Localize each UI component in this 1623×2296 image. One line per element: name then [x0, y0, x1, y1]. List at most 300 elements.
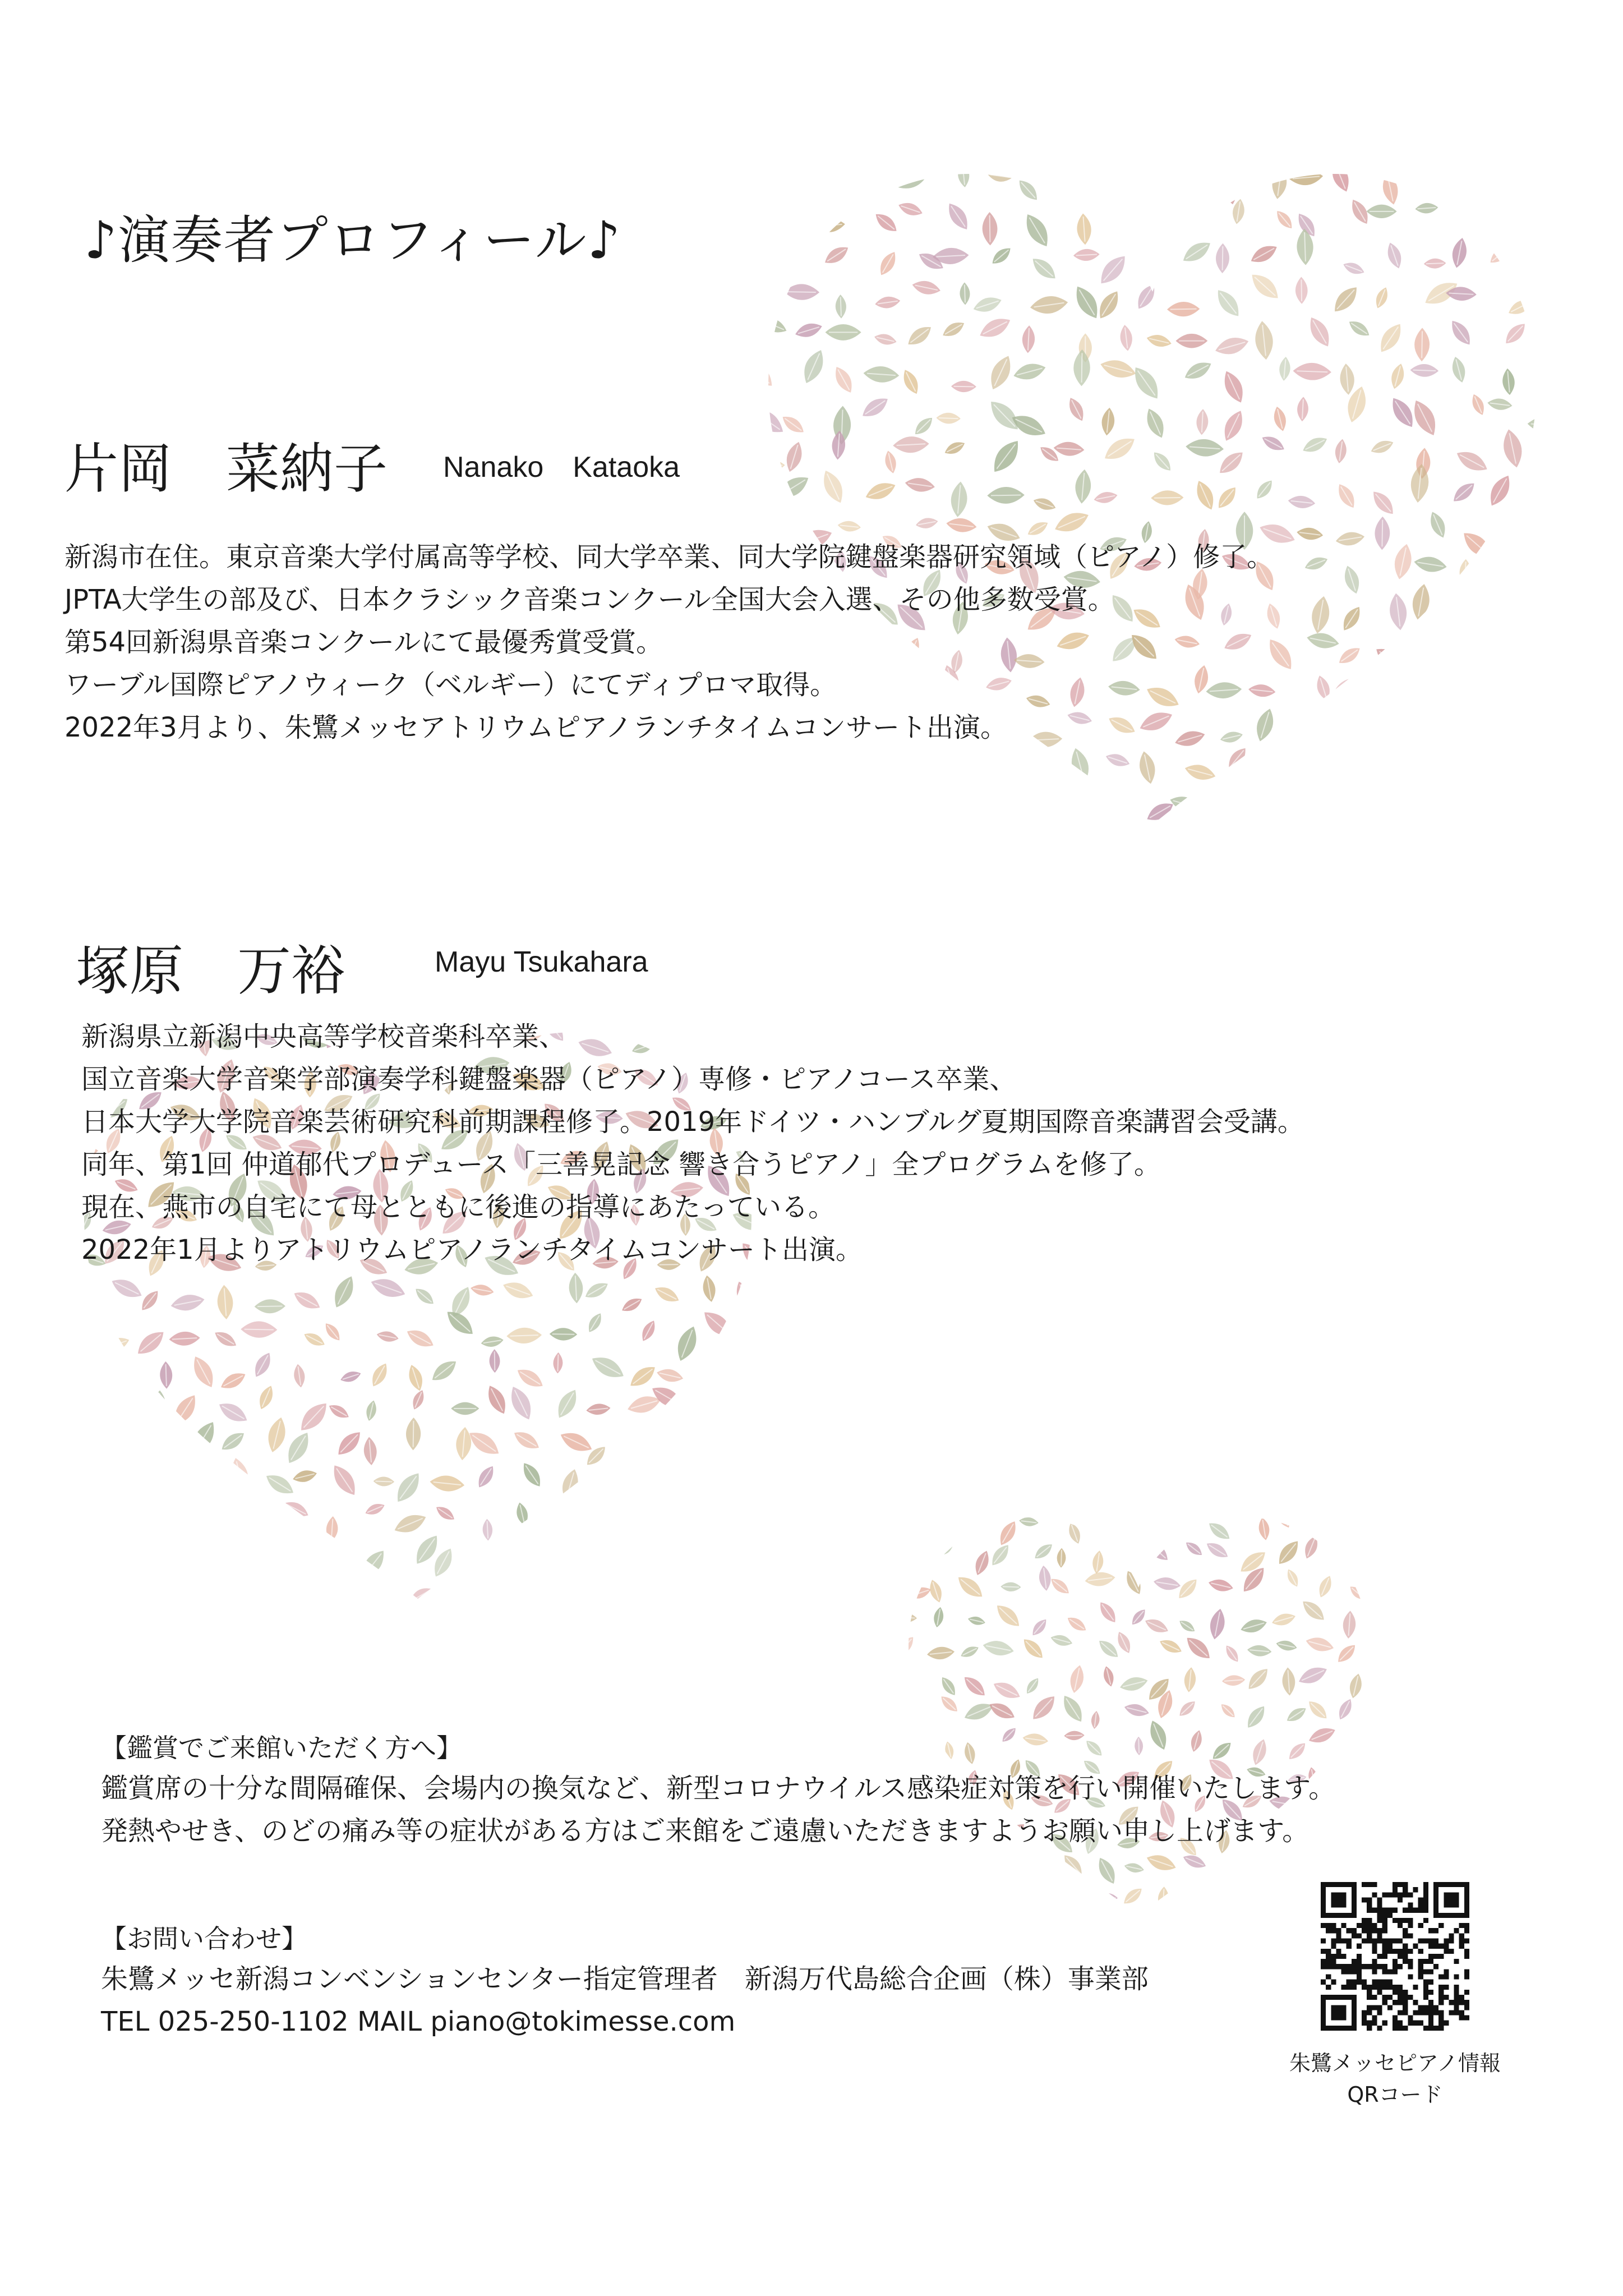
qr-module	[1362, 1897, 1367, 1902]
leaf-icon	[1180, 172, 1207, 186]
leaf-icon	[264, 1584, 283, 1610]
qr-module	[1372, 1928, 1377, 1933]
qr-module	[1423, 1918, 1428, 1923]
leaf-icon	[1528, 802, 1551, 835]
qr-module	[1464, 2005, 1469, 2010]
leaf-icon	[1399, 682, 1441, 708]
leaf-icon	[1380, 789, 1404, 830]
leaf-vein	[1468, 763, 1472, 782]
qr-module	[1398, 1892, 1403, 1897]
leaf-icon	[738, 1481, 765, 1496]
leaf-vein	[1318, 720, 1325, 747]
leaf-icon	[1541, 163, 1556, 183]
qr-module	[1336, 1949, 1341, 1954]
qr-module	[1433, 1944, 1438, 1949]
qr-module	[1408, 1949, 1413, 1954]
leaf-vein	[695, 1439, 717, 1450]
leaf-icon	[1187, 1511, 1213, 1526]
leaf-icon	[587, 1519, 610, 1533]
qr-module	[1331, 1939, 1336, 1944]
leaf-vein	[552, 1334, 575, 1335]
qr-module	[1449, 1892, 1454, 1897]
leaf-vein	[1455, 630, 1463, 658]
qr-module	[1367, 2005, 1372, 2010]
qr-module	[1382, 1980, 1387, 1985]
leaf-vein	[1426, 263, 1444, 264]
qr-module	[1444, 1939, 1449, 1944]
qr-module	[1367, 1928, 1372, 1933]
qr-module	[1464, 1954, 1469, 1959]
qr-module	[1367, 1903, 1372, 1908]
leaf-vein	[1539, 455, 1559, 457]
leaf-icon	[1274, 1509, 1293, 1530]
contact-title: 【お問い合わせ】	[101, 1924, 307, 1954]
leaf-vein	[440, 1591, 457, 1598]
qr-module	[1341, 2005, 1347, 2010]
leaf-icon	[1446, 624, 1472, 664]
leaf-icon	[185, 1545, 211, 1568]
leaf-icon	[709, 1400, 732, 1434]
qr-module	[1428, 1980, 1433, 1985]
leaf-vein	[1345, 773, 1363, 783]
qr-module	[1326, 1923, 1331, 1928]
qr-module	[1464, 1923, 1469, 1928]
leaf-vein	[707, 1559, 723, 1566]
leaf-icon	[791, 752, 815, 775]
leaf-vein	[897, 1736, 915, 1742]
leaf-vein	[1216, 1920, 1224, 1924]
qr-module	[1372, 1882, 1377, 1887]
qr-module	[1403, 1882, 1408, 1887]
qr-module	[1438, 1913, 1444, 1918]
performer-romaji-1: Nanako Kataoka	[443, 451, 680, 484]
qr-module	[1418, 2021, 1423, 2026]
leaf-icon	[82, 1292, 95, 1314]
leaf-pattern	[897, 1509, 1380, 1924]
qr-module	[1352, 2016, 1357, 2021]
leaf-vein	[1389, 794, 1394, 824]
leaf-vein	[1533, 562, 1551, 565]
performer-bio-2	[81, 1015, 1304, 1271]
leaf-vein	[1346, 1865, 1358, 1879]
qr-module	[1393, 2021, 1398, 2026]
qr-module	[1444, 1949, 1449, 1954]
leaf-icon	[1089, 1913, 1117, 1924]
leaf-icon	[780, 244, 806, 259]
leaf-vein	[749, 291, 776, 306]
leaf-icon	[756, 761, 787, 793]
qr-module	[1321, 2026, 1326, 2031]
qr-module	[1433, 2010, 1438, 2015]
qr-module	[1382, 1995, 1387, 2000]
leaf-vein	[1419, 656, 1448, 666]
leaf-icon	[818, 807, 855, 831]
qr-module	[1444, 1944, 1449, 1949]
leaf-icon	[76, 1430, 93, 1467]
qr-module	[1321, 1995, 1326, 2000]
qr-module	[1398, 1923, 1403, 1928]
leaf-icon	[1211, 1916, 1229, 1924]
leaf-icon	[652, 1576, 681, 1607]
qr-module	[1418, 1903, 1423, 1908]
qr-module	[1408, 1959, 1413, 1964]
leaf-icon	[186, 1497, 220, 1533]
qr-module	[1403, 1918, 1408, 1923]
leaf-vein	[1536, 807, 1543, 830]
qr-module	[1326, 1959, 1331, 1964]
qr-module	[1413, 2000, 1418, 2005]
leaf-icon	[187, 1585, 201, 1608]
leaf-icon	[642, 1545, 653, 1568]
qr-module	[1377, 2005, 1382, 2010]
leaf-vein	[1281, 1898, 1287, 1912]
qr-module	[1336, 1913, 1341, 1918]
leaf-icon	[1314, 1510, 1330, 1538]
qr-module	[1454, 1892, 1459, 1897]
leaf-vein	[1129, 1511, 1140, 1525]
leaf-vein	[999, 1900, 1018, 1902]
leaf-icon	[724, 1502, 757, 1521]
leaf-icon	[228, 1456, 251, 1494]
leaf-vein	[832, 761, 836, 778]
qr-module	[1372, 1892, 1377, 1897]
leaf-vein	[590, 1556, 601, 1575]
qr-module	[1341, 2016, 1347, 2021]
leaf-vein	[1026, 1900, 1041, 1912]
qr-module	[1336, 1928, 1341, 1933]
qr-module	[1393, 1990, 1398, 1995]
leaf-icon	[1372, 1764, 1380, 1782]
qr-module	[1326, 1995, 1331, 2000]
leaf-icon	[1369, 1548, 1380, 1562]
leaf-icon	[593, 1479, 624, 1505]
qr-module	[1398, 1882, 1403, 1887]
leaf-icon	[1069, 796, 1089, 826]
qr-module	[1362, 2021, 1367, 2026]
leaf-icon	[486, 1577, 510, 1604]
qr-module	[1341, 1913, 1347, 1918]
qr-module	[1367, 1985, 1372, 1990]
notice-body	[101, 1767, 1335, 1852]
leaf-vein	[1488, 163, 1510, 175]
qr-module	[1393, 2016, 1398, 2021]
leaf-vein	[1376, 1871, 1380, 1881]
leaf-icon	[552, 1539, 578, 1557]
leaf-icon	[890, 163, 932, 194]
leaf-vein	[214, 1585, 231, 1595]
qr-module	[1321, 1913, 1326, 1918]
leaf-icon	[1412, 647, 1454, 676]
qr-module	[1444, 1882, 1449, 1887]
leaf-vein	[1544, 294, 1559, 295]
leaf-icon	[654, 1477, 684, 1492]
qr-module	[1331, 2010, 1336, 2015]
leaf-vein	[291, 1553, 315, 1556]
leaf-vein	[764, 465, 783, 466]
qr-module	[1454, 1913, 1459, 1918]
qr-module	[1398, 1985, 1403, 1990]
leaf-vein	[1138, 1738, 1139, 1753]
qr-module	[1398, 1995, 1403, 2000]
qr-module	[1377, 2010, 1382, 2015]
leaf-vein	[77, 1581, 78, 1609]
leaf-icon	[1046, 1911, 1078, 1924]
leaf-icon	[1371, 1596, 1380, 1627]
qr-module	[1403, 2005, 1408, 2010]
qr-module	[1403, 2010, 1408, 2015]
leaf-vein	[659, 1582, 674, 1601]
leaf-icon	[1527, 682, 1550, 717]
bio-line: 同年、第1回 仲道郁代プロデュース「三善晃記念 響き合うピアノ」全プログラムを修了。	[81, 1149, 1161, 1180]
qr-module	[1454, 1995, 1459, 2000]
leaf-vein	[1535, 687, 1541, 713]
qr-module	[1352, 2021, 1357, 2026]
qr-module	[1438, 2000, 1444, 2005]
leaf-icon	[1374, 1706, 1380, 1731]
qr-module	[1341, 2010, 1347, 2015]
qr-code-icon[interactable]	[1321, 1882, 1469, 2031]
qr-module	[1423, 1995, 1428, 2000]
leaf-icon	[1255, 752, 1278, 763]
leaf-vein	[1421, 776, 1449, 783]
qr-module	[1454, 1903, 1459, 1908]
qr-module	[1377, 1939, 1382, 1944]
qr-module	[1382, 1985, 1387, 1990]
leaf-vein	[1538, 777, 1559, 784]
qr-module	[1418, 1897, 1423, 1902]
qr-caption-line: QRコード	[1347, 2082, 1443, 2107]
leaf-vein	[905, 1710, 910, 1728]
qr-module	[1428, 1928, 1433, 1933]
qr-module	[1423, 1985, 1428, 1990]
qr-module	[1352, 1908, 1357, 1913]
leaf-vein	[193, 1505, 212, 1525]
leaf-icon	[209, 1579, 236, 1601]
qr-module	[1433, 1939, 1438, 1944]
leaf-vein	[833, 169, 857, 172]
qr-module	[1336, 1882, 1341, 1887]
qr-module	[1464, 1892, 1469, 1897]
qr-module	[1347, 1964, 1352, 1969]
leaf-vein	[783, 250, 803, 254]
leaf-vein	[153, 1551, 178, 1559]
leaf-vein	[1531, 424, 1559, 426]
leaf-vein	[109, 1349, 118, 1373]
qr-module	[1464, 1949, 1469, 1954]
leaf-vein	[1464, 804, 1476, 818]
leaf-icon	[1530, 556, 1555, 570]
qr-module	[1433, 1913, 1438, 1918]
leaf-icon	[937, 1911, 959, 1924]
qr-module	[1347, 1939, 1352, 1944]
qr-module	[1326, 1985, 1331, 1990]
leaf-vein	[734, 1447, 760, 1448]
leaf-vein	[997, 798, 1011, 815]
qr-module	[1393, 2000, 1398, 2005]
leaf-icon	[944, 760, 971, 802]
qr-module	[1449, 2010, 1454, 2015]
leaf-icon	[113, 1406, 137, 1417]
qr-module	[1413, 1985, 1418, 1990]
qr-module	[1341, 1923, 1347, 1928]
qr-module	[1336, 1933, 1341, 1938]
qr-module	[1352, 1892, 1357, 1897]
leaf-icon	[330, 1547, 354, 1560]
qr-module	[1331, 1897, 1336, 1902]
qr-module	[1459, 2000, 1464, 2005]
qr-module	[1459, 1939, 1464, 1944]
qr-module	[1341, 1903, 1347, 1908]
leaf-icon	[1464, 201, 1495, 219]
leaf-vein	[639, 1577, 643, 1596]
leaf-icon	[1302, 801, 1324, 836]
leaf-vein	[492, 1582, 504, 1599]
leaf-vein	[930, 1874, 943, 1879]
leaf-vein	[1413, 723, 1443, 730]
leaf-icon	[815, 218, 846, 233]
qr-module	[1387, 1985, 1393, 1990]
qr-module	[1352, 1980, 1357, 1985]
leaf-vein	[900, 1895, 915, 1912]
leaf-icon	[98, 1472, 125, 1508]
leaf-icon	[911, 789, 931, 825]
qr-module	[1367, 1918, 1372, 1923]
leaf-vein	[76, 1171, 77, 1191]
leaf-icon	[112, 1585, 146, 1606]
qr-module	[1347, 1913, 1352, 1918]
leaf-vein	[81, 1550, 104, 1566]
qr-module	[1449, 1913, 1454, 1918]
leaf-vein	[188, 1484, 211, 1487]
leaf-icon	[583, 1550, 607, 1580]
qr-module	[1331, 1954, 1336, 1959]
bio-line: ワーブル国際ピアノウィーク（ベルギー）にてディプロマ取得。	[64, 669, 837, 701]
qr-module	[1372, 2005, 1377, 2010]
qr-module	[1331, 1980, 1336, 1985]
leaf-vein	[1261, 1872, 1273, 1883]
leaf-icon	[975, 1878, 992, 1910]
qr-module	[1387, 1892, 1393, 1897]
qr-module	[1403, 1908, 1408, 1913]
qr-module	[1444, 1985, 1449, 1990]
leaf-vein	[1534, 246, 1544, 263]
leaf-vein	[1377, 1599, 1380, 1623]
qr-module	[1387, 1969, 1393, 1974]
qr-module	[1367, 2021, 1372, 2026]
leaf-vein	[1470, 609, 1480, 633]
leaf-icon	[1372, 754, 1394, 784]
qr-module	[1382, 1923, 1387, 1928]
qr-module	[1423, 1939, 1428, 1944]
leaf-icon	[1326, 671, 1365, 710]
qr-module	[1336, 1897, 1341, 1902]
qr-module	[1357, 1969, 1362, 1974]
leaf-vein	[81, 1487, 104, 1498]
leaf-vein	[1361, 711, 1364, 737]
qr-module	[1413, 2010, 1418, 2015]
leaf-icon	[72, 1508, 98, 1531]
qr-module	[1413, 1944, 1418, 1949]
qr-module	[1357, 1944, 1362, 1949]
qr-module	[1408, 1995, 1413, 2000]
qr-module	[1433, 1954, 1438, 1959]
leaf-icon	[1340, 1860, 1363, 1884]
leaf-vein	[1235, 792, 1247, 811]
qr-module	[1464, 1913, 1469, 1918]
leaf-vein	[1184, 204, 1186, 228]
qr-module	[1444, 1974, 1449, 1979]
qr-module	[1438, 1882, 1444, 1887]
qr-module	[1403, 1959, 1408, 1964]
qr-module	[1321, 2000, 1326, 2005]
qr-module	[1347, 1969, 1352, 1974]
leaf-vein	[763, 768, 780, 786]
leaf-icon	[1486, 761, 1509, 795]
bio-line: 新潟県立新潟中央高等学校音楽科卒業、	[81, 1021, 566, 1052]
qr-module	[1362, 1928, 1367, 1933]
leaf-icon	[101, 1343, 127, 1378]
bio-line: 第54回新潟県音楽コンクールにて最優秀賞受賞。	[64, 627, 663, 658]
leaf-icon	[795, 784, 824, 819]
qr-module	[1362, 1985, 1367, 1990]
qr-module	[1362, 2010, 1367, 2015]
leaf-icon	[746, 357, 777, 392]
performer-romaji-2: Mayu Tsukahara	[435, 946, 648, 978]
qr-module	[1433, 1928, 1438, 1933]
qr-module	[1393, 1882, 1398, 1887]
qr-module	[1408, 1933, 1413, 1938]
qr-module	[1367, 1897, 1372, 1902]
qr-module	[1357, 1923, 1362, 1928]
bio-line: 新潟市在住。東京音楽大学付属高等学校、同大学卒業、同大学院鍵盤楽器研究領域（ピアノ）修了。	[64, 541, 1274, 573]
leaf-icon	[75, 1479, 110, 1506]
qr-module	[1352, 1913, 1357, 1918]
leaf-vein	[1189, 1517, 1209, 1520]
qr-module	[1321, 2005, 1326, 2010]
qr-module	[1341, 1882, 1347, 1887]
leaf-icon	[68, 1357, 99, 1375]
bio-line: 現在、燕市の自宅にて母とともに後進の指導にあたっている。	[81, 1191, 836, 1223]
qr-module	[1459, 2016, 1464, 2021]
qr-module	[1413, 1908, 1418, 1913]
leaf-icon	[829, 163, 861, 178]
qr-module	[1367, 1908, 1372, 1913]
leaf-vein	[740, 1285, 748, 1306]
qr-module	[1362, 2016, 1367, 2021]
leaf-vein	[1052, 1918, 1072, 1924]
leaf-vein	[1379, 758, 1387, 779]
leaf-vein	[1547, 163, 1549, 180]
leaf-vein	[1066, 1735, 1082, 1736]
leaf-icon	[1223, 1892, 1238, 1915]
leaf-vein	[943, 1916, 952, 1924]
leaf-vein	[1376, 1771, 1380, 1775]
qr-module	[1393, 1964, 1398, 1969]
leaf-icon	[296, 1585, 321, 1609]
leaf-vein	[1276, 1864, 1285, 1875]
leaf-icon	[1353, 706, 1372, 740]
qr-module	[1321, 1949, 1326, 1954]
leaf-vein	[1372, 1735, 1380, 1747]
bio-line: 日本大学大学院音楽芸術研究科前期課程修了。2019年ドイツ・ハンブルグ夏期国際音楽講習会受講。	[81, 1106, 1304, 1138]
notice-line: 鑑賞席の十分な間隔確保、会場内の換気など、新型コロナウイルス感染症対策を行い開催いたします。	[101, 1773, 1336, 1804]
qr-module	[1408, 1923, 1413, 1928]
qr-module	[1372, 1923, 1377, 1928]
leaf-icon	[1534, 771, 1559, 791]
qr-module	[1387, 2005, 1393, 2010]
leaf-icon	[1146, 1515, 1176, 1529]
leaf-vein	[1183, 178, 1205, 180]
